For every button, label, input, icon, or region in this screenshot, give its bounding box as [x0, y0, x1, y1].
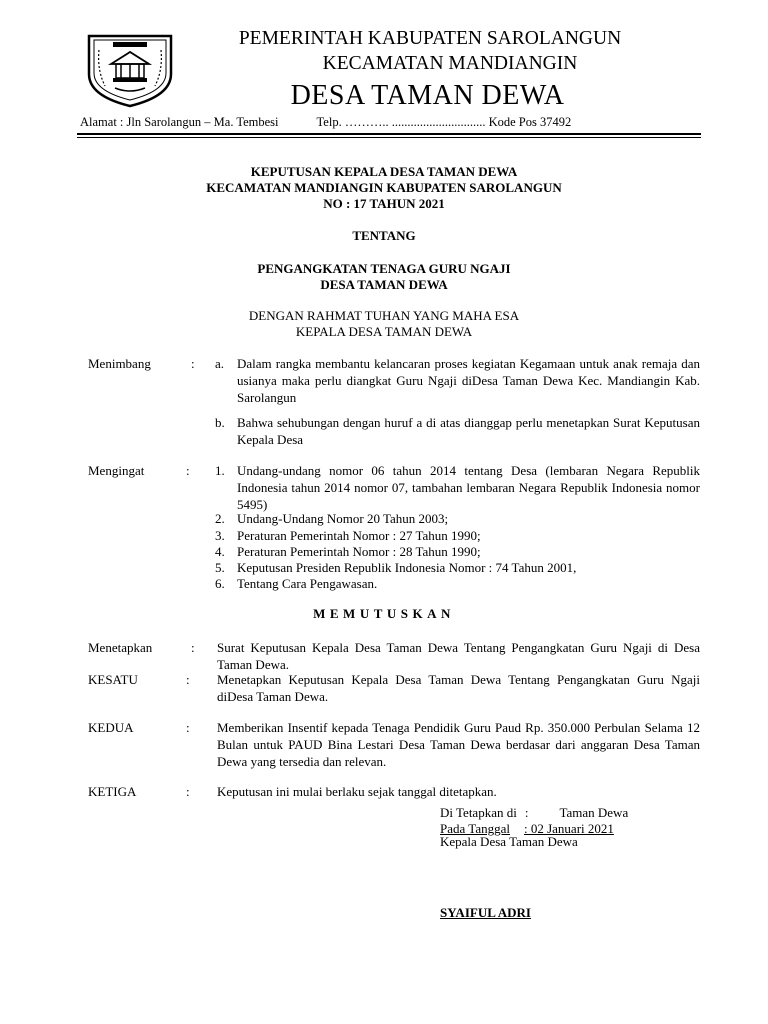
- tanggal-value: : 02 Januari 2021: [523, 821, 614, 836]
- letterhead-thin-rule: [77, 137, 701, 138]
- mengingat-item-2-text: Undang-Undang Nomor 20 Tahun 2003;: [237, 511, 449, 526]
- tentang-heading: TENTANG: [352, 228, 416, 243]
- mengingat-item-6-text: Tentang Cara Pengawasan.: [237, 576, 378, 591]
- ditetapkan-label: Di Tetapkan di: [440, 805, 517, 820]
- invocation-line2: KEPALA DESA TAMAN DEWA: [295, 324, 473, 339]
- menimbang-item-a-text: Dalam rangka membantu kelancaran proses kegiatan Kegamaan untuk anak remaja dan usianya maka perlu diangkat Guru Ngaji diDesa Taman Dewa Kec. Mandiangin Kab. Sarolangun: [237, 356, 700, 405]
- ketiga-text: Keputusan ini mulai berlaku sejak tanggal ditetapkan.: [217, 784, 497, 799]
- letterhead-district: KECAMATAN MANDIANGIN: [322, 53, 578, 74]
- subject-line2: DESA TAMAN DEWA: [320, 277, 448, 292]
- address-text: Alamat : Jln Sarolangun – Ma. Tembesi: [80, 115, 279, 129]
- ketiga-label: KETIGA: [88, 784, 137, 799]
- mengingat-item-4-text: Peraturan Pemerintah Nomor : 28 Tahun 1990;: [237, 544, 481, 559]
- mengingat-item-1-text: Undang-undang nomor 06 tahun 2014 tentang Desa (lembaran Negara Republik Indonesia tahun 2014 nomor 07, tambahan lembaran Negara Republik Indonesia nomor 5495): [237, 463, 700, 512]
- mengingat-label: Mengingat: [88, 463, 145, 478]
- kedua-text: Memberikan Insentif kepada Tenaga Pendidik Guru Paud Rp. 350.000 Perbulan Selama 12 Bulan untuk PAUD Bina Lestari Desa Taman Dewa berdasar dari anggaran Desa Taman Dewa yang tersedia dan relevan.: [217, 720, 700, 769]
- kedua-label: KEDUA: [88, 720, 134, 735]
- decree-number: NO : 17 TAHUN 2021: [323, 196, 445, 211]
- menimbang-item-b-marker: b.: [215, 415, 225, 430]
- kesatu-text: Menetapkan Keputusan Kepala Desa Taman Dewa Tentang Pengangkatan Guru Ngaji diDesa Taman Dewa.: [217, 672, 700, 704]
- letterhead-village: DESA TAMAN DEWA: [290, 80, 565, 111]
- signature-position: Kepala Desa Taman Dewa: [440, 834, 578, 849]
- mengingat-item-1-marker: 1.: [215, 463, 225, 478]
- decree-title-line2: KECAMATAN MANDIANGIN KABUPATEN SAROLANGUN: [206, 180, 562, 195]
- mengingat-colon: :: [186, 463, 190, 478]
- mengingat-item-3-text: Peraturan Pemerintah Nomor : 27 Tahun 1990;: [237, 528, 481, 543]
- menimbang-colon: :: [191, 356, 195, 371]
- mengingat-item-5-text: Keputusan Presiden Republik Indonesia Nomor : 74 Tahun 2001,: [237, 560, 577, 575]
- signature-place-line: [440, 805, 628, 821]
- kesatu-colon: :: [186, 672, 190, 687]
- menimbang-label: Menimbang: [88, 356, 151, 371]
- regency-emblem-logo: [83, 30, 177, 108]
- mengingat-item-2-marker: 2.: [215, 511, 225, 526]
- letterhead-address: [80, 114, 571, 130]
- mengingat-item-3-marker: 3.: [215, 528, 225, 543]
- ketiga-colon: :: [186, 784, 190, 799]
- letterhead-government: PEMERINTAH KABUPATEN SAROLANGUN: [238, 28, 622, 49]
- signatory-name: SYAIFUL ADRI: [440, 905, 531, 920]
- mengingat-item-6-marker: 6.: [215, 576, 225, 591]
- menetapkan-label: Menetapkan: [88, 640, 153, 655]
- menimbang-item-a-marker: a.: [215, 356, 225, 371]
- letterhead-thick-rule: [77, 133, 701, 135]
- mengingat-item-4-marker: 4.: [215, 544, 225, 559]
- menimbang-item-b-text: Bahwa sehubungan dengan huruf a di atas dianggap perlu menetapkan Surat Keputusan Kepala Desa: [237, 415, 700, 447]
- subject-line1: PENGANGKATAN TENAGA GURU NGAJI: [257, 261, 511, 276]
- decree-title-line1: KEPUTUSAN KEPALA DESA TAMAN DEWA: [250, 164, 518, 179]
- invocation-line1: DENGAN RAHMAT TUHAN YANG MAHA ESA: [248, 308, 520, 323]
- kesatu-label: KESATU: [88, 672, 138, 687]
- tanggal-label: Pada Tanggal: [440, 821, 510, 836]
- ditetapkan-colon: :: [524, 805, 529, 820]
- mengingat-item-5-marker: 5.: [215, 560, 225, 575]
- menetapkan-colon: :: [191, 640, 195, 655]
- menetapkan-text: Surat Keputusan Kepala Desa Taman Dewa Tentang Pengangkatan Guru Ngaji di Desa Taman Dewa.: [217, 640, 700, 672]
- kedua-colon: :: [186, 720, 190, 735]
- phone-postcode-text: Telp. ……….. .............................. Kode Pos 37492: [316, 115, 572, 129]
- ditetapkan-value: Taman Dewa: [559, 805, 629, 820]
- memutuskan-heading: MEMUTUSKAN: [313, 606, 455, 621]
